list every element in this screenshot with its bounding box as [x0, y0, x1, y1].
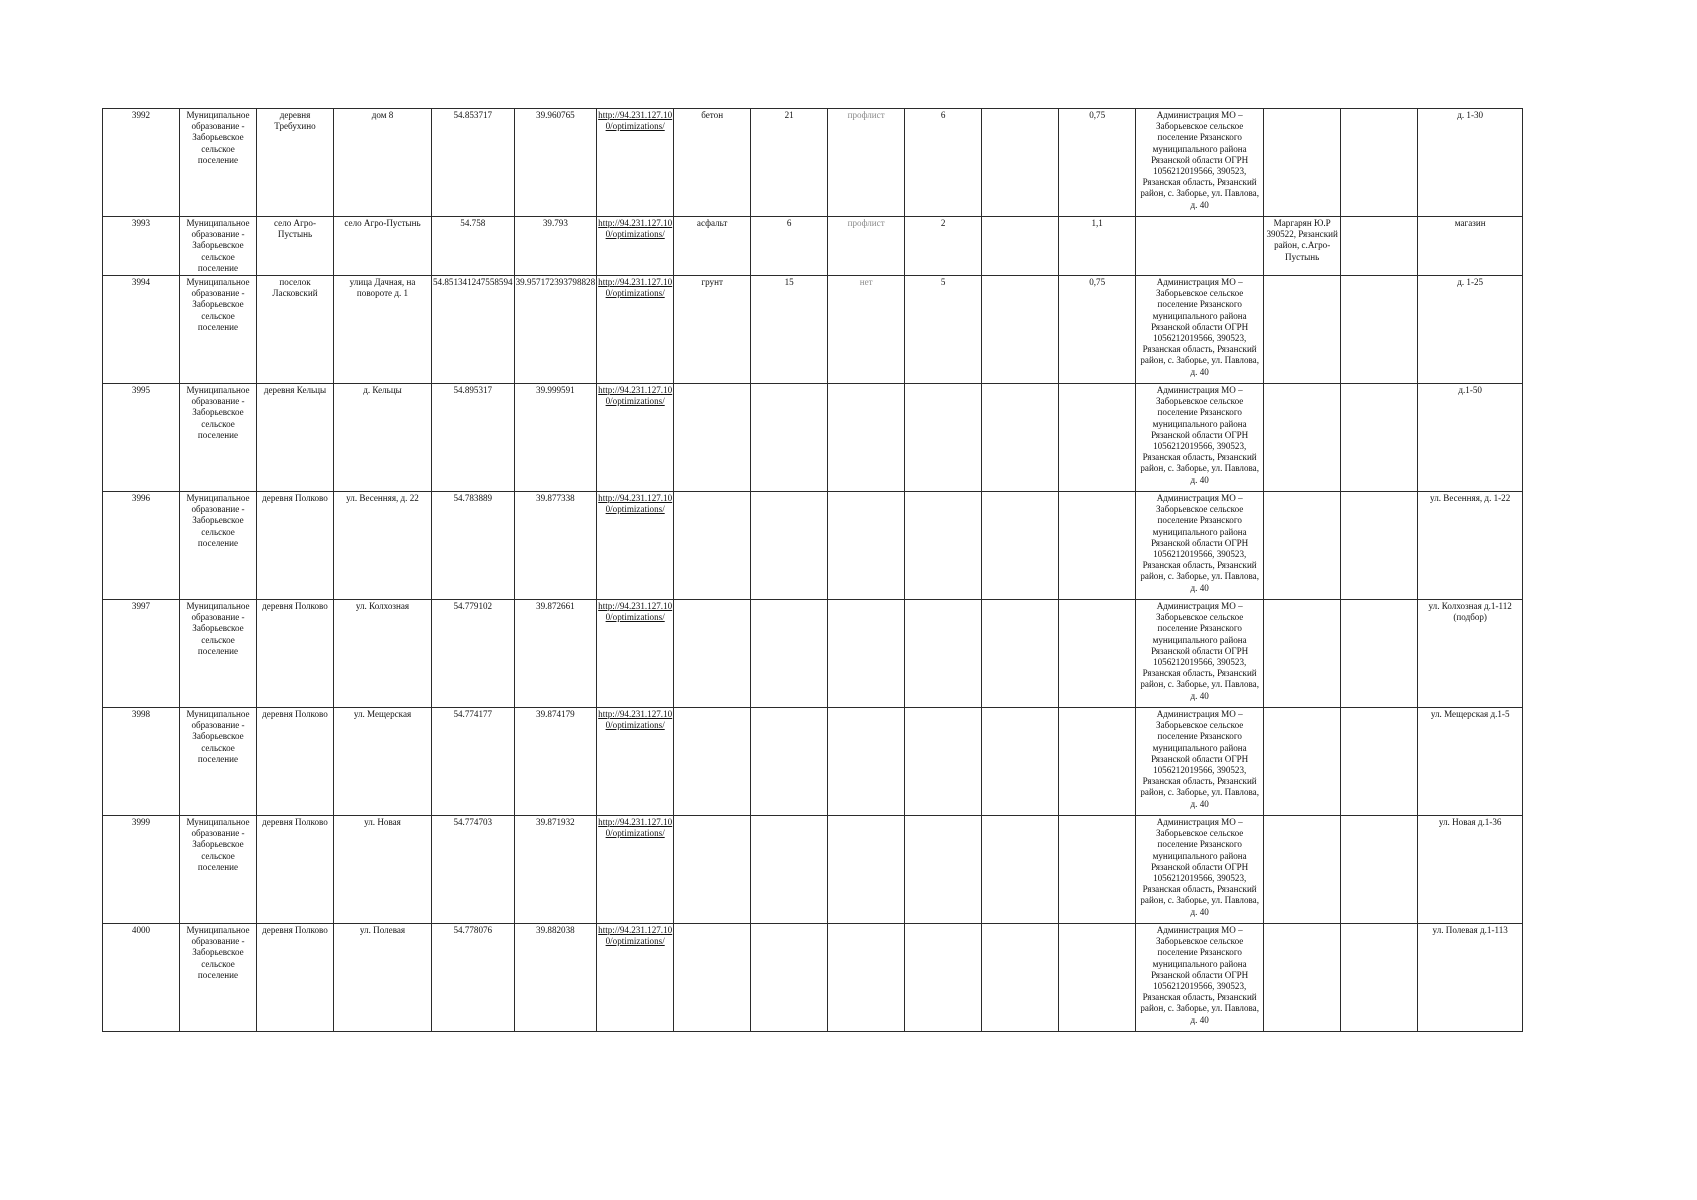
area-cell — [751, 384, 828, 492]
row-number-cell: 3999 — [103, 816, 180, 924]
empty-cell — [1341, 708, 1418, 816]
settlement-cell: деревня Требухино — [257, 109, 334, 217]
table-row — [103, 492, 1523, 600]
settlement-cell: деревня Полково — [257, 816, 334, 924]
container-count-cell: 5 — [905, 276, 982, 384]
fence-cell — [828, 600, 905, 708]
registry-table-body — [103, 109, 1523, 1032]
latitude-cell: 54.895317 — [432, 384, 515, 492]
container-volume-cell — [1059, 816, 1136, 924]
table-row — [103, 708, 1523, 816]
table-row — [103, 924, 1523, 1032]
map-link[interactable]: http://94.231.127.10 0/optimizations/ — [598, 925, 673, 947]
fence-cell: профлист — [828, 217, 905, 276]
served-objects-cell: д. 1-25 — [1418, 276, 1523, 384]
container-volume-cell: 0,75 — [1059, 109, 1136, 217]
container-count-cell — [905, 816, 982, 924]
map-link-cell — [597, 217, 674, 276]
municipality-cell: Муниципальное образование - Заборьевское сельское поселение — [180, 217, 257, 276]
row-number-cell: 3992 — [103, 109, 180, 217]
row-number-cell: 3996 — [103, 492, 180, 600]
address-cell: ул. Весенняя, д. 22 — [334, 492, 432, 600]
map-link-cell — [597, 492, 674, 600]
empty-cell — [982, 816, 1059, 924]
municipality-cell: Муниципальное образование - Заборьевское сельское поселение — [180, 384, 257, 492]
served-objects-cell: ул. Полевая д.1-113 — [1418, 924, 1523, 1032]
latitude-cell: 54.851341247558594 — [432, 276, 515, 384]
settlement-cell: деревня Полково — [257, 708, 334, 816]
map-link-cell — [597, 924, 674, 1032]
administration-cell: Администрация МО – Заборьевское сельское поселение Рязанского муниципального района Рязанской области ОГРН 1056212019566, 390523, Рязанская область, Рязанский район, с. Заборье, ул. Павлова, д. 40 — [1136, 276, 1264, 384]
latitude-cell: 54.778076 — [432, 924, 515, 1032]
container-volume-cell — [1059, 924, 1136, 1032]
longitude-cell: 39.957172393798828 — [514, 276, 597, 384]
administration-cell: Администрация МО – Заборьевское сельское поселение Рязанского муниципального района Рязанской области ОГРН 1056212019566, 390523, Рязанская область, Рязанский район, с. Заборье, ул. Павлова, д. 40 — [1136, 924, 1264, 1032]
administration-cell: Администрация МО – Заборьевское сельское поселение Рязанского муниципального района Рязанской области ОГРН 1056212019566, 390523, Рязанская область, Рязанский район, с. Заборье, ул. Павлова, д. 40 — [1136, 708, 1264, 816]
table-row — [103, 600, 1523, 708]
owner-cell — [1264, 276, 1341, 384]
municipality-cell: Муниципальное образование - Заборьевское сельское поселение — [180, 924, 257, 1032]
longitude-cell: 39.877338 — [514, 492, 597, 600]
empty-cell — [982, 109, 1059, 217]
address-cell: д. Кельцы — [334, 384, 432, 492]
longitude-cell: 39.871932 — [514, 816, 597, 924]
municipality-cell: Муниципальное образование - Заборьевское сельское поселение — [180, 109, 257, 217]
address-cell: ул. Колхозная — [334, 600, 432, 708]
empty-cell — [982, 276, 1059, 384]
longitude-cell: 39.793 — [514, 217, 597, 276]
row-number-cell: 3994 — [103, 276, 180, 384]
area-cell — [751, 708, 828, 816]
container-volume-cell — [1059, 384, 1136, 492]
surface-cell — [674, 924, 751, 1032]
fence-cell: нет — [828, 276, 905, 384]
container-count-cell — [905, 924, 982, 1032]
address-cell: дом 8 — [334, 109, 432, 217]
row-number-cell: 3998 — [103, 708, 180, 816]
row-number-cell: 3997 — [103, 600, 180, 708]
row-number-cell: 3995 — [103, 384, 180, 492]
map-link-cell — [597, 708, 674, 816]
surface-cell — [674, 816, 751, 924]
empty-cell — [982, 384, 1059, 492]
administration-cell: Администрация МО – Заборьевское сельское поселение Рязанского муниципального района Рязанской области ОГРН 1056212019566, 390523, Рязанская область, Рязанский район, с. Заборье, ул. Павлова, д. 40 — [1136, 816, 1264, 924]
surface-cell — [674, 708, 751, 816]
surface-cell: бетон — [674, 109, 751, 217]
address-cell: улица Дачная, на повороте д. 1 — [334, 276, 432, 384]
owner-cell — [1264, 109, 1341, 217]
latitude-cell: 54.774177 — [432, 708, 515, 816]
latitude-cell: 54.779102 — [432, 600, 515, 708]
area-cell: 6 — [751, 217, 828, 276]
settlement-cell: поселок Ласковский — [257, 276, 334, 384]
container-count-cell — [905, 492, 982, 600]
registry-table — [102, 108, 1523, 1032]
empty-cell — [1341, 924, 1418, 1032]
area-cell — [751, 492, 828, 600]
owner-cell — [1264, 600, 1341, 708]
municipality-cell: Муниципальное образование - Заборьевское сельское поселение — [180, 708, 257, 816]
longitude-cell: 39.960765 — [514, 109, 597, 217]
empty-cell — [1341, 217, 1418, 276]
owner-cell — [1264, 924, 1341, 1032]
container-count-cell — [905, 708, 982, 816]
administration-cell: Администрация МО – Заборьевское сельское поселение Рязанского муниципального района Рязанской области ОГРН 1056212019566, 390523, Рязанская область, Рязанский район, с. Заборье, ул. Павлова, д. 40 — [1136, 492, 1264, 600]
longitude-cell: 39.874179 — [514, 708, 597, 816]
empty-cell — [982, 600, 1059, 708]
settlement-cell: село Агро-Пустынь — [257, 217, 334, 276]
map-link-cell — [597, 384, 674, 492]
fence-cell: профлист — [828, 109, 905, 217]
served-objects-cell: ул. Мещерская д.1-5 — [1418, 708, 1523, 816]
table-row — [103, 276, 1523, 384]
empty-cell — [982, 217, 1059, 276]
owner-cell: Маргарян Ю.Р 390522, Рязанский район, с.Агро-Пустынь — [1264, 217, 1341, 276]
area-cell — [751, 816, 828, 924]
container-volume-cell: 1,1 — [1059, 217, 1136, 276]
settlement-cell: деревня Полково — [257, 492, 334, 600]
container-count-cell: 6 — [905, 109, 982, 217]
table-row — [103, 816, 1523, 924]
map-link[interactable]: http://94.231.127.10 0/optimizations/ — [598, 385, 673, 407]
container-volume-cell — [1059, 492, 1136, 600]
surface-cell — [674, 600, 751, 708]
container-count-cell — [905, 384, 982, 492]
fence-cell — [828, 924, 905, 1032]
served-objects-cell: ул. Весенняя, д. 1-22 — [1418, 492, 1523, 600]
fence-cell — [828, 492, 905, 600]
surface-cell — [674, 384, 751, 492]
empty-cell — [1341, 492, 1418, 600]
owner-cell — [1264, 492, 1341, 600]
container-count-cell — [905, 600, 982, 708]
map-link[interactable]: http://94.231.127.10 0/optimizations/ — [598, 601, 673, 623]
longitude-cell: 39.882038 — [514, 924, 597, 1032]
container-volume-cell — [1059, 708, 1136, 816]
latitude-cell: 54.853717 — [432, 109, 515, 217]
empty-cell — [1341, 276, 1418, 384]
address-cell: ул. Мещерская — [334, 708, 432, 816]
fence-cell — [828, 816, 905, 924]
address-cell: ул. Новая — [334, 816, 432, 924]
municipality-cell: Муниципальное образование - Заборьевское сельское поселение — [180, 276, 257, 384]
area-cell — [751, 600, 828, 708]
map-link-cell — [597, 276, 674, 384]
empty-cell — [982, 708, 1059, 816]
map-link[interactable]: http://94.231.127.10 0/optimizations/ — [598, 218, 673, 240]
served-objects-cell: д.1-50 — [1418, 384, 1523, 492]
municipality-cell: Муниципальное образование - Заборьевское сельское поселение — [180, 492, 257, 600]
surface-cell — [674, 492, 751, 600]
latitude-cell: 54.774703 — [432, 816, 515, 924]
surface-cell: асфальт — [674, 217, 751, 276]
area-cell: 15 — [751, 276, 828, 384]
row-number-cell: 4000 — [103, 924, 180, 1032]
settlement-cell: деревня Полково — [257, 924, 334, 1032]
latitude-cell: 54.783889 — [432, 492, 515, 600]
settlement-cell: деревня Полково — [257, 600, 334, 708]
container-volume-cell — [1059, 600, 1136, 708]
surface-cell: грунт — [674, 276, 751, 384]
table-row — [103, 217, 1523, 276]
administration-cell: Администрация МО – Заборьевское сельское поселение Рязанского муниципального района Рязанской области ОГРН 1056212019566, 390523, Рязанская область, Рязанский район, с. Заборье, ул. Павлова, д. 40 — [1136, 600, 1264, 708]
empty-cell — [982, 924, 1059, 1032]
empty-cell — [1341, 109, 1418, 217]
empty-cell — [1341, 600, 1418, 708]
address-cell: село Агро-Пустынь — [334, 217, 432, 276]
served-objects-cell: магазин — [1418, 217, 1523, 276]
map-link-cell — [597, 600, 674, 708]
map-link[interactable]: http://94.231.127.10 0/optimizations/ — [598, 817, 673, 839]
latitude-cell: 54.758 — [432, 217, 515, 276]
settlement-cell: деревня Кельцы — [257, 384, 334, 492]
map-link-cell — [597, 109, 674, 217]
map-link-cell — [597, 816, 674, 924]
fence-cell — [828, 384, 905, 492]
table-row — [103, 109, 1523, 217]
owner-cell — [1264, 708, 1341, 816]
map-link[interactable]: http://94.231.127.10 0/optimizations/ — [598, 110, 673, 132]
container-volume-cell: 0,75 — [1059, 276, 1136, 384]
administration-cell: Администрация МО – Заборьевское сельское поселение Рязанского муниципального района Рязанской области ОГРН 1056212019566, 390523, Рязанская область, Рязанский район, с. Заборье, ул. Павлова, д. 40 — [1136, 109, 1264, 217]
area-cell — [751, 924, 828, 1032]
container-count-cell: 2 — [905, 217, 982, 276]
empty-cell — [1341, 816, 1418, 924]
empty-cell — [982, 492, 1059, 600]
longitude-cell: 39.872661 — [514, 600, 597, 708]
longitude-cell: 39.999591 — [514, 384, 597, 492]
municipality-cell: Муниципальное образование - Заборьевское сельское поселение — [180, 600, 257, 708]
address-cell: ул. Полевая — [334, 924, 432, 1032]
served-objects-cell: ул. Новая д.1-36 — [1418, 816, 1523, 924]
map-link[interactable]: http://94.231.127.10 0/optimizations/ — [598, 277, 673, 299]
municipality-cell: Муниципальное образование - Заборьевское сельское поселение — [180, 816, 257, 924]
map-link[interactable]: http://94.231.127.10 0/optimizations/ — [598, 709, 673, 731]
empty-cell — [1341, 384, 1418, 492]
administration-cell — [1136, 217, 1264, 276]
served-objects-cell: ул. Колхозная д.1-112 (подбор) — [1418, 600, 1523, 708]
fence-cell — [828, 708, 905, 816]
served-objects-cell: д. 1-30 — [1418, 109, 1523, 217]
owner-cell — [1264, 816, 1341, 924]
owner-cell — [1264, 384, 1341, 492]
map-link[interactable]: http://94.231.127.10 0/optimizations/ — [598, 493, 673, 515]
administration-cell: Администрация МО – Заборьевское сельское поселение Рязанского муниципального района Рязанской области ОГРН 1056212019566, 390523, Рязанская область, Рязанский район, с. Заборье, ул. Павлова, д. 40 — [1136, 384, 1264, 492]
row-number-cell: 3993 — [103, 217, 180, 276]
area-cell: 21 — [751, 109, 828, 217]
table-row — [103, 384, 1523, 492]
